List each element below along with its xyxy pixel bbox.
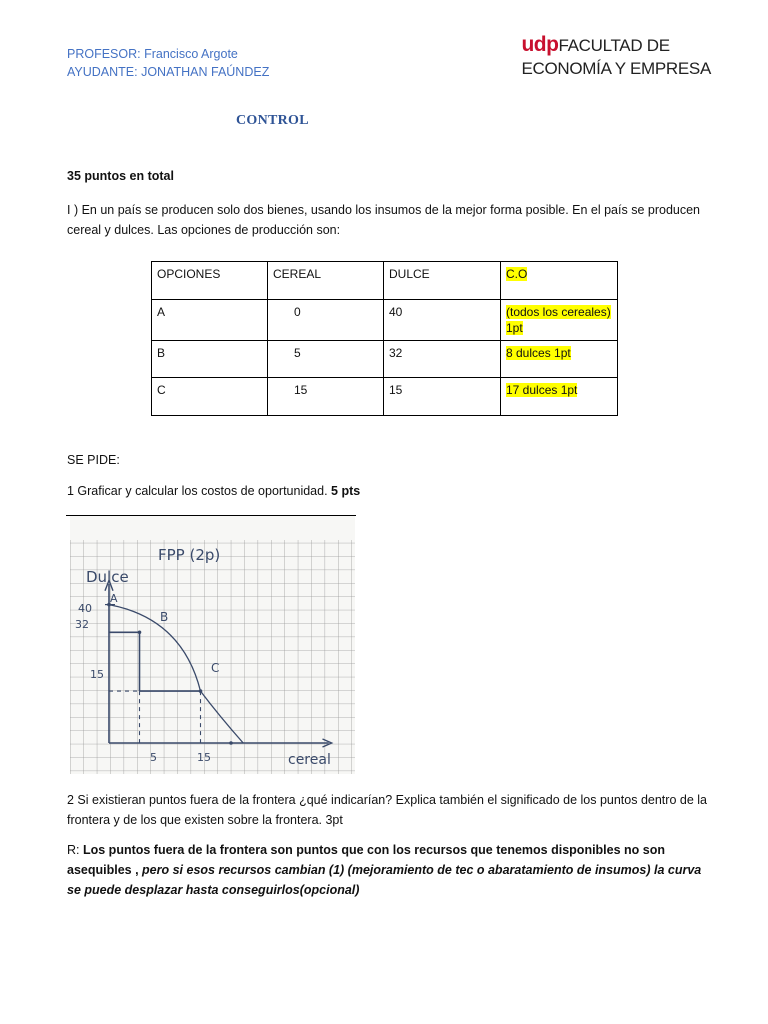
cell-co: 17 dulces 1pt [501,378,618,416]
sketch-title: FPP (2p) [158,546,221,564]
options-table [151,261,618,416]
fpp-sketch [70,516,355,774]
cell-co: (todos los cereales) 1pt [501,300,618,341]
cell-dulce: 15 [384,378,501,416]
y-tick-40: 40 [78,602,92,615]
assistant-line: AYUDANTE: JONATHAN FAÚNDEZ [67,65,270,79]
logo-line2: ECONOMÍA Y EMPRESA [521,59,711,78]
cell-cereal: 15 [268,378,384,416]
answer-prefix: R: [67,843,83,857]
fpp-point-d [229,741,233,745]
point-label-a: A [110,592,118,605]
question-1-points: 5 pts [331,484,361,498]
sketch-xlabel: cereal [288,752,331,768]
point-label-c: C [211,661,220,675]
cell-dulce: 32 [384,341,501,378]
professor-line: PROFESOR: Francisco Argote [67,47,238,61]
table-header-row [152,262,618,300]
answer-paragraph [67,840,707,900]
question-1 [67,481,360,501]
x-tick-5: 5 [150,751,157,764]
table-row [152,300,618,341]
header-cereal: CEREAL [268,262,384,300]
table-row [152,378,618,416]
document-title: CONTROL [236,113,309,128]
sketch-ylabel: Dulce [86,568,129,586]
answer-italic-text: pero si esos recursos cambian (1) (mejoramiento de tec o abaratamiento de insumos) la curva se puede desplazar hasta conseguirlos(opcional) [67,863,702,897]
question-2: 2 Si existieran puntos fuera de la frontera ¿qué indicarían? Explica también el significado de los puntos dentro de la frontera y de los que existen sobre la frontera. 3pt [67,793,707,827]
fpp-point-b [138,630,142,634]
fpp-point-c [199,689,203,693]
header-co: C.O [501,262,618,300]
cell-option: A [152,300,268,341]
answer-bold-text: Los puntos fuera de la frontera son puntos que con los recursos que tenemos disponibles no son asequibles , [67,843,666,877]
header-dulce: DULCE [384,262,501,300]
question-1-text: 1 Graficar y calcular los costos de oportunidad. [67,484,332,498]
table-row [152,341,618,378]
cell-option: B [152,341,268,378]
x-tick-15: 15 [197,751,211,764]
y-tick-32: 32 [75,618,89,631]
cell-co: 8 dulces 1pt [501,341,618,378]
se-pide-heading: SE PIDE: [67,453,120,467]
cell-option: C [152,378,268,416]
faculty-logo [521,34,711,80]
cell-cereal: 0 [268,300,384,341]
logo-line1: FACULTAD DE [558,36,670,55]
y-tick-15: 15 [90,668,104,681]
cell-dulce: 40 [384,300,501,341]
header-opciones: OPCIONES [152,262,268,300]
total-points: 35 puntos en total [67,169,174,183]
intro-paragraph: I ) En un país se producen solo dos bienes, usando los insumos de la mejor forma posible. En el país se producen cereal y dulces. Las opciones de producción son: [67,203,701,237]
cell-cereal: 5 [268,341,384,378]
point-label-b: B [160,610,169,624]
logo-udp: udp [521,33,559,56]
